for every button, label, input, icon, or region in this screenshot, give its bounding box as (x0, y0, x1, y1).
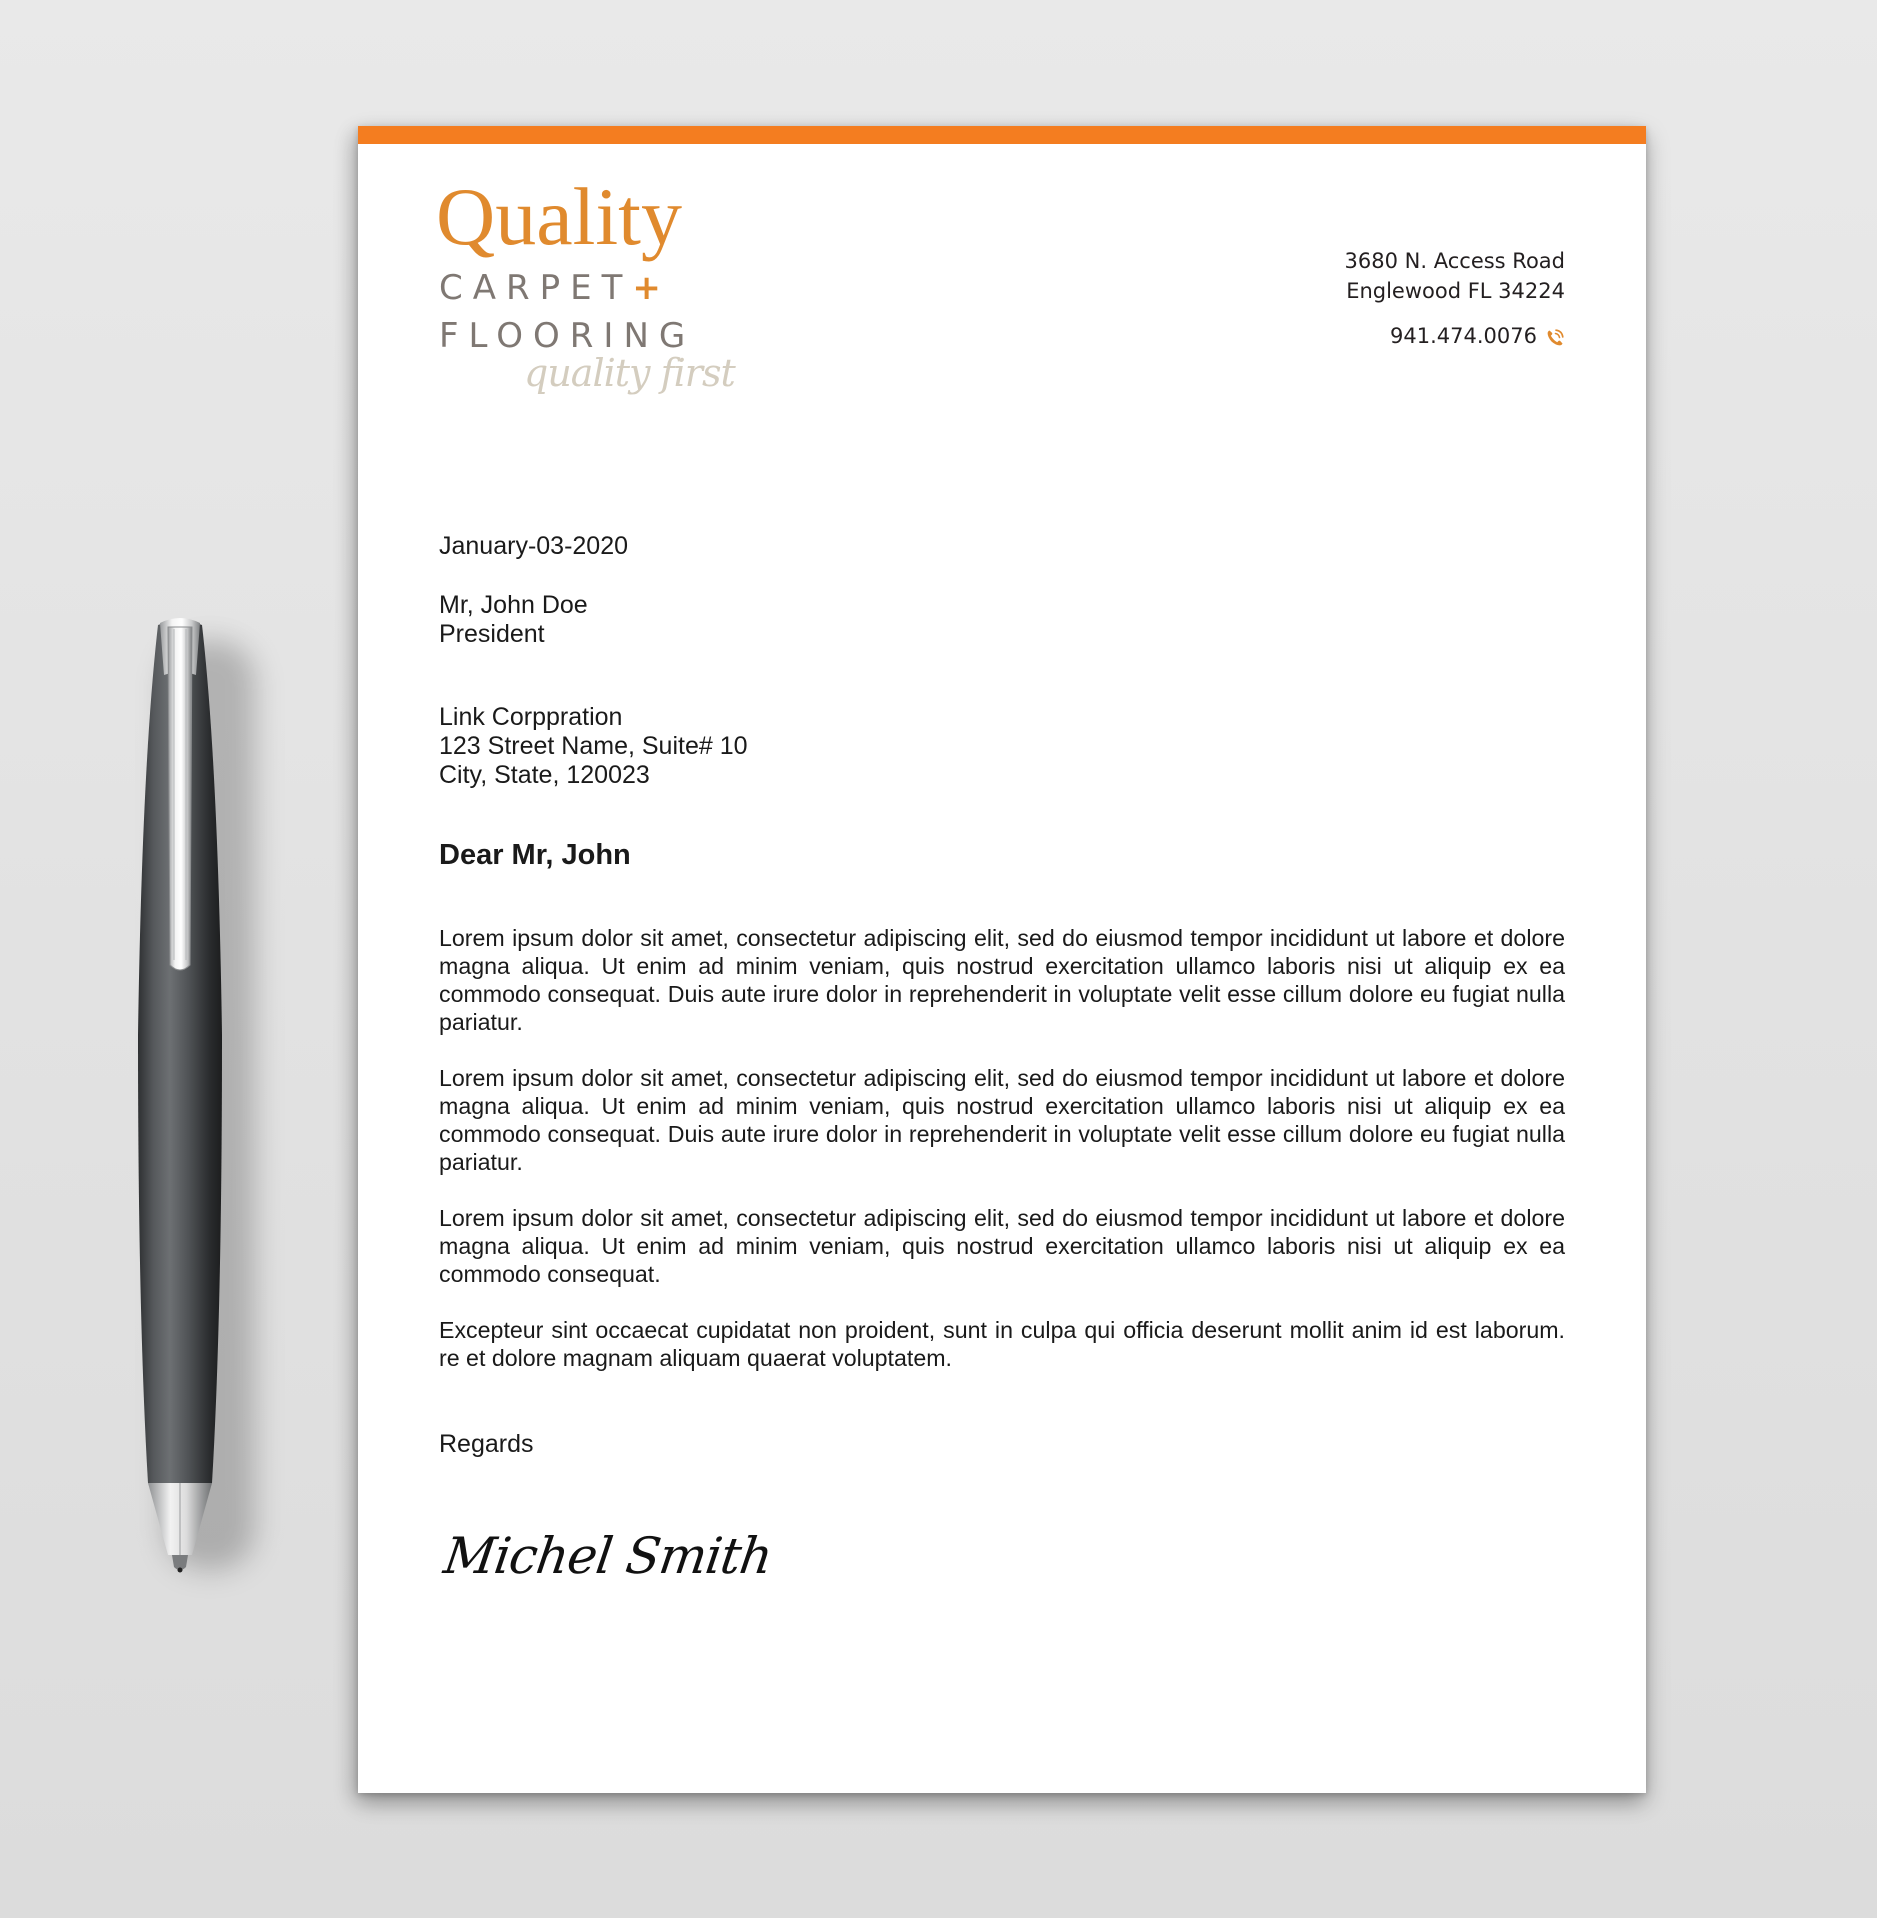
body-paragraph: Lorem ipsum dolor sit amet, consectetur adipiscing elit, sed do eiusmod tempor incididunt ut labore et dolore magna aliqua. Ut enim ad minim veniam, quis nostrud exercitation ullamco laboris nisi ut aliquip ex ea commodo consequat. Duis aute irure dolor in reprehenderit in voluptate velit esse cillum dolore eu fugiat nulla pariatur. (439, 925, 1565, 1035)
body-paragraph: Excepteur sint occaecat cupidatat non proident, sunt in culpa qui officia deserunt mollit anim id est laborum. re et dolore magnam aliquam quaerat voluptatem. (439, 1317, 1565, 1371)
ballpoint-pen (130, 615, 230, 1575)
body-paragraph: Lorem ipsum dolor sit amet, consectetur adipiscing elit, sed do eiusmod tempor incididunt ut labore et dolore magna aliqua. Ut enim ad minim veniam, quis nostrud exercitation ullamco laboris nisi ut aliquip ex ea commodo consequat. (439, 1205, 1565, 1287)
signature: Michel Smith (440, 1527, 776, 1585)
company-name: Link Corppration (439, 703, 623, 731)
address-line-2: Englewood FL 34224 (1346, 279, 1565, 303)
letter-body (439, 924, 1565, 1372)
company-city: City, State, 120023 (439, 761, 650, 789)
contact-block (1345, 246, 1565, 351)
recipient-name: Mr, John Doe (439, 591, 588, 619)
pen-icon (130, 615, 230, 1575)
company-logo (436, 171, 738, 416)
logo-carpet-text: CARPET (439, 268, 633, 308)
company-address-block (439, 703, 1565, 790)
phone-ringing-icon (1545, 326, 1565, 346)
pen-clip (168, 627, 192, 970)
logo-tagline: quality first (524, 351, 735, 395)
phone-number: 941.474.0076 (1390, 324, 1537, 348)
logo-plus-symbol: + (632, 268, 671, 308)
company-street: 123 Street Name, Suite# 10 (439, 732, 748, 760)
recipient-block (439, 591, 1565, 649)
letterhead-page (358, 126, 1646, 1793)
logo-wordmark-carpet (439, 268, 671, 308)
recipient-title: President (439, 620, 545, 648)
letter-content (439, 531, 1565, 1585)
logo-wordmark-flooring: FLOORING (439, 316, 696, 356)
accent-bar (358, 126, 1646, 144)
logo-wordmark-quality: Quality (436, 171, 682, 262)
address-line-1: 3680 N. Access Road (1344, 249, 1565, 273)
phone-row (1345, 321, 1565, 351)
letter-date: January-03-2020 (439, 532, 629, 560)
closing: Regards (439, 1430, 534, 1458)
body-paragraph: Lorem ipsum dolor sit amet, consectetur adipiscing elit, sed do eiusmod tempor incididunt ut labore et dolore magna aliqua. Ut enim ad minim veniam, quis nostrud exercitation ullamco laboris nisi ut aliquip ex ea commodo consequat. Duis aute irure dolor in reprehenderit in voluptate velit esse cillum dolore eu fugiat nulla pariatur. (439, 1065, 1565, 1175)
salutation: Dear Mr, John (439, 839, 631, 871)
